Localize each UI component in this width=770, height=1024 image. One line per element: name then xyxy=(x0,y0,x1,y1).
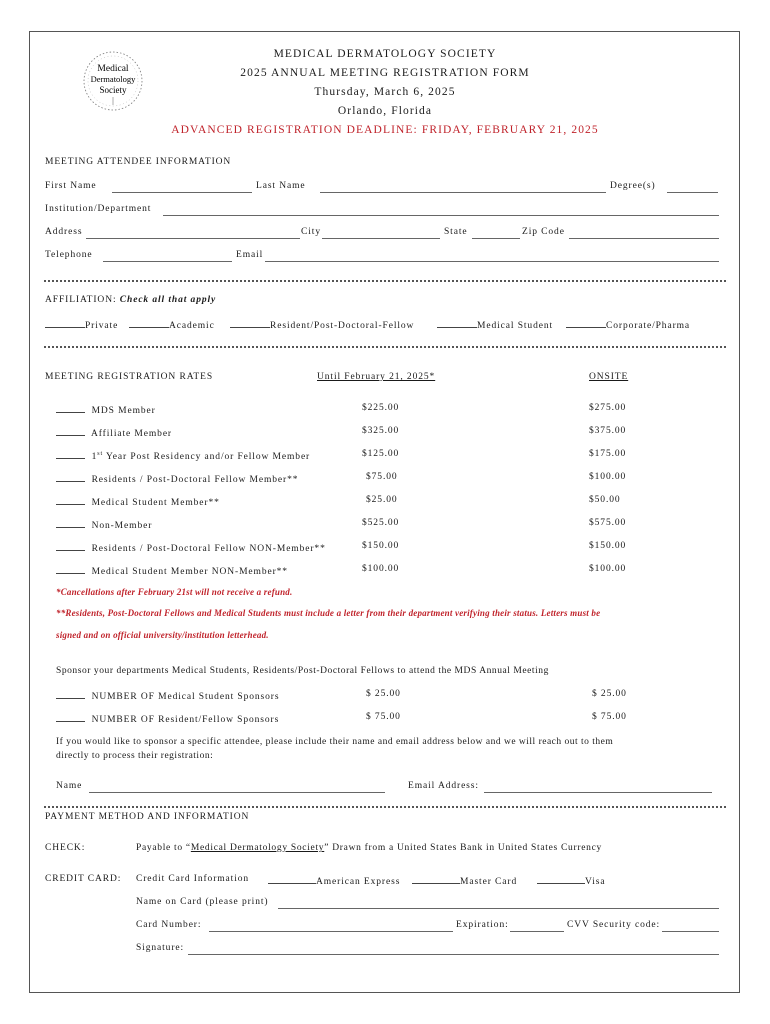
card-number-field[interactable] xyxy=(209,931,453,932)
rate-row-mds-member[interactable]: MDS Member xyxy=(56,403,156,416)
rate-row-resident-member[interactable]: Residents / Post-Doctoral Fellow Member** xyxy=(56,472,298,485)
meeting-location: Orlando, Florida xyxy=(337,105,433,117)
sponsor-intro: Sponsor your departments Medical Students, Residents/Post-Doctoral Fellows to attend the MDS Annual Meeting xyxy=(56,666,549,676)
credit-card-label: CREDIT CARD: xyxy=(45,874,122,884)
expiration-label: Expiration: xyxy=(456,920,509,930)
email-field[interactable] xyxy=(265,261,719,262)
city-field[interactable] xyxy=(322,238,440,239)
rate-row-affiliate[interactable]: Affiliate Member xyxy=(56,426,172,439)
rate-early-price: $225.00 xyxy=(362,403,400,413)
telephone-field[interactable] xyxy=(103,261,232,262)
expiration-field[interactable] xyxy=(510,931,564,932)
zip-label: Zip Code xyxy=(522,227,565,237)
credit-card-info-label: Credit Card Information xyxy=(136,874,250,884)
name-on-card-field[interactable] xyxy=(278,908,719,909)
signature-field[interactable] xyxy=(188,954,719,955)
logo-line-2: Dermatology xyxy=(90,74,136,84)
zip-field[interactable] xyxy=(569,238,719,239)
rate-onsite-price: $50.00 xyxy=(589,495,621,505)
check-payee-text: Payable to “Medical Dermatology Society” Drawn from a United States Bank in United States Currency xyxy=(136,843,602,853)
rate-row-student-member[interactable]: Medical Student Member** xyxy=(56,495,220,508)
address-label: Address xyxy=(45,227,83,237)
degrees-label: Degree(s) xyxy=(610,181,656,191)
first-name-label: First Name xyxy=(45,181,97,191)
rate-early-price: $25.00 xyxy=(366,495,398,505)
checkbox-line[interactable] xyxy=(230,318,270,328)
checkbox-line[interactable] xyxy=(437,318,477,328)
rate-early-price: $150.00 xyxy=(362,541,400,551)
divider xyxy=(44,280,726,282)
affiliation-option-academic[interactable]: Academic xyxy=(129,318,215,331)
option-american-express[interactable]: American Express xyxy=(268,874,400,887)
society-title: MEDICAL DERMATOLOGY SOCIETY xyxy=(273,48,497,60)
affiliation-option-student[interactable]: Medical Student xyxy=(437,318,553,331)
first-name-field[interactable] xyxy=(112,192,252,193)
checkbox-line[interactable] xyxy=(268,874,316,884)
state-label: State xyxy=(444,227,468,237)
rate-row-resident-non-member[interactable]: Residents / Post-Doctoral Fellow NON-Member** xyxy=(56,541,326,554)
divider xyxy=(44,346,726,348)
telephone-label: Telephone xyxy=(45,250,93,260)
sponsor-row-students[interactable]: NUMBER OF Medical Student Sponsors xyxy=(56,689,279,702)
logo-line-1: Medical xyxy=(97,64,129,74)
cvv-field[interactable] xyxy=(662,931,719,932)
institution-label: Institution/Department xyxy=(45,204,152,214)
logo-line-3: Society xyxy=(99,85,127,95)
cvv-label: CVV Security code: xyxy=(567,920,661,930)
rate-onsite-price: $100.00 xyxy=(589,472,627,482)
verification-note-cont: signed and on official university/institution letterhead. xyxy=(56,630,269,640)
checkbox-line[interactable] xyxy=(412,874,460,884)
rate-early-price: $525.00 xyxy=(362,518,400,528)
affiliation-option-corporate[interactable]: Corporate/Pharma xyxy=(566,318,690,331)
sponsor-onsite-price: $ 75.00 xyxy=(592,712,627,722)
sponsor-specific-text-cont: directly to process their registration: xyxy=(56,751,214,761)
rate-row-student-non-member[interactable]: Medical Student Member NON-Member** xyxy=(56,564,288,577)
option-master-card[interactable]: Master Card xyxy=(412,874,517,887)
sponsor-onsite-price: $ 25.00 xyxy=(592,689,627,699)
sponsor-email-field[interactable] xyxy=(484,792,712,793)
rate-row-first-year[interactable]: 1st Year Post Residency and/or Fellow Member xyxy=(56,449,310,462)
divider xyxy=(44,806,726,808)
rate-early-price: $125.00 xyxy=(362,449,400,459)
rate-onsite-price: $275.00 xyxy=(589,403,627,413)
sponsor-early-price: $ 75.00 xyxy=(366,712,401,722)
sponsor-specific-text: If you would like to sponsor a specific attendee, please include their name and email address below and we will reach out to them xyxy=(56,737,614,747)
checkbox-line[interactable] xyxy=(566,318,606,328)
form-title: 2025 ANNUAL MEETING REGISTRATION FORM xyxy=(240,67,530,79)
state-field[interactable] xyxy=(472,238,520,239)
sponsor-name-label: Name xyxy=(56,781,83,791)
affiliation-option-resident[interactable]: Resident/Post-Doctoral-Fellow xyxy=(230,318,414,331)
rate-early-price: $325.00 xyxy=(362,426,400,436)
card-number-label: Card Number: xyxy=(136,920,202,930)
name-on-card-label: Name on Card (please print) xyxy=(136,897,269,907)
checkbox-line[interactable] xyxy=(129,318,169,328)
check-label: CHECK: xyxy=(45,843,86,853)
affiliation-label: AFFILIATION: Check all that apply xyxy=(45,295,217,305)
payment-section-title: PAYMENT METHOD AND INFORMATION xyxy=(45,812,250,822)
rate-early-price: $75.00 xyxy=(366,472,398,482)
rate-onsite-price: $175.00 xyxy=(589,449,627,459)
sponsor-name-field[interactable] xyxy=(89,792,385,793)
sponsor-early-price: $ 25.00 xyxy=(366,689,401,699)
onsite-column-header: ONSITE xyxy=(589,372,629,382)
rate-row-non-member[interactable]: Non-Member xyxy=(56,518,152,531)
rates-label: MEETING REGISTRATION RATES xyxy=(45,372,214,382)
email-label: Email xyxy=(236,250,264,260)
checkbox-line[interactable] xyxy=(537,874,585,884)
option-visa[interactable]: Visa xyxy=(537,874,605,887)
institution-field[interactable] xyxy=(163,215,719,216)
registration-deadline: ADVANCED REGISTRATION DEADLINE: FRIDAY, FEBRUARY 21, 2025 xyxy=(171,124,599,136)
rate-onsite-price: $100.00 xyxy=(589,564,627,574)
verification-note: **Residents, Post-Doctoral Fellows and Medical Students must include a letter from their department verifying their status. Letters must be xyxy=(56,608,601,618)
degrees-field[interactable] xyxy=(667,192,718,193)
sponsor-row-residents[interactable]: NUMBER OF Resident/Fellow Sponsors xyxy=(56,712,279,725)
meeting-date: Thursday, March 6, 2025 xyxy=(314,86,456,98)
affiliation-option-private[interactable]: Private xyxy=(45,318,118,331)
signature-label: Signature: xyxy=(136,943,185,953)
checkbox-line[interactable] xyxy=(45,318,85,328)
sponsor-email-label: Email Address: xyxy=(408,781,479,791)
attendee-section-title: MEETING ATTENDEE INFORMATION xyxy=(45,157,232,167)
rate-onsite-price: $375.00 xyxy=(589,426,627,436)
cancellation-note: *Cancellations after February 21st will not receive a refund. xyxy=(56,587,293,597)
early-column-header: Until February 21, 2025* xyxy=(317,372,436,382)
city-label: City xyxy=(301,227,321,237)
last-name-label: Last Name xyxy=(256,181,306,191)
rate-onsite-price: $575.00 xyxy=(589,518,627,528)
address-field[interactable] xyxy=(86,238,300,239)
rate-onsite-price: $150.00 xyxy=(589,541,627,551)
last-name-field[interactable] xyxy=(320,192,606,193)
rate-early-price: $100.00 xyxy=(362,564,400,574)
affiliation-instruction: Check all that apply xyxy=(119,295,217,305)
